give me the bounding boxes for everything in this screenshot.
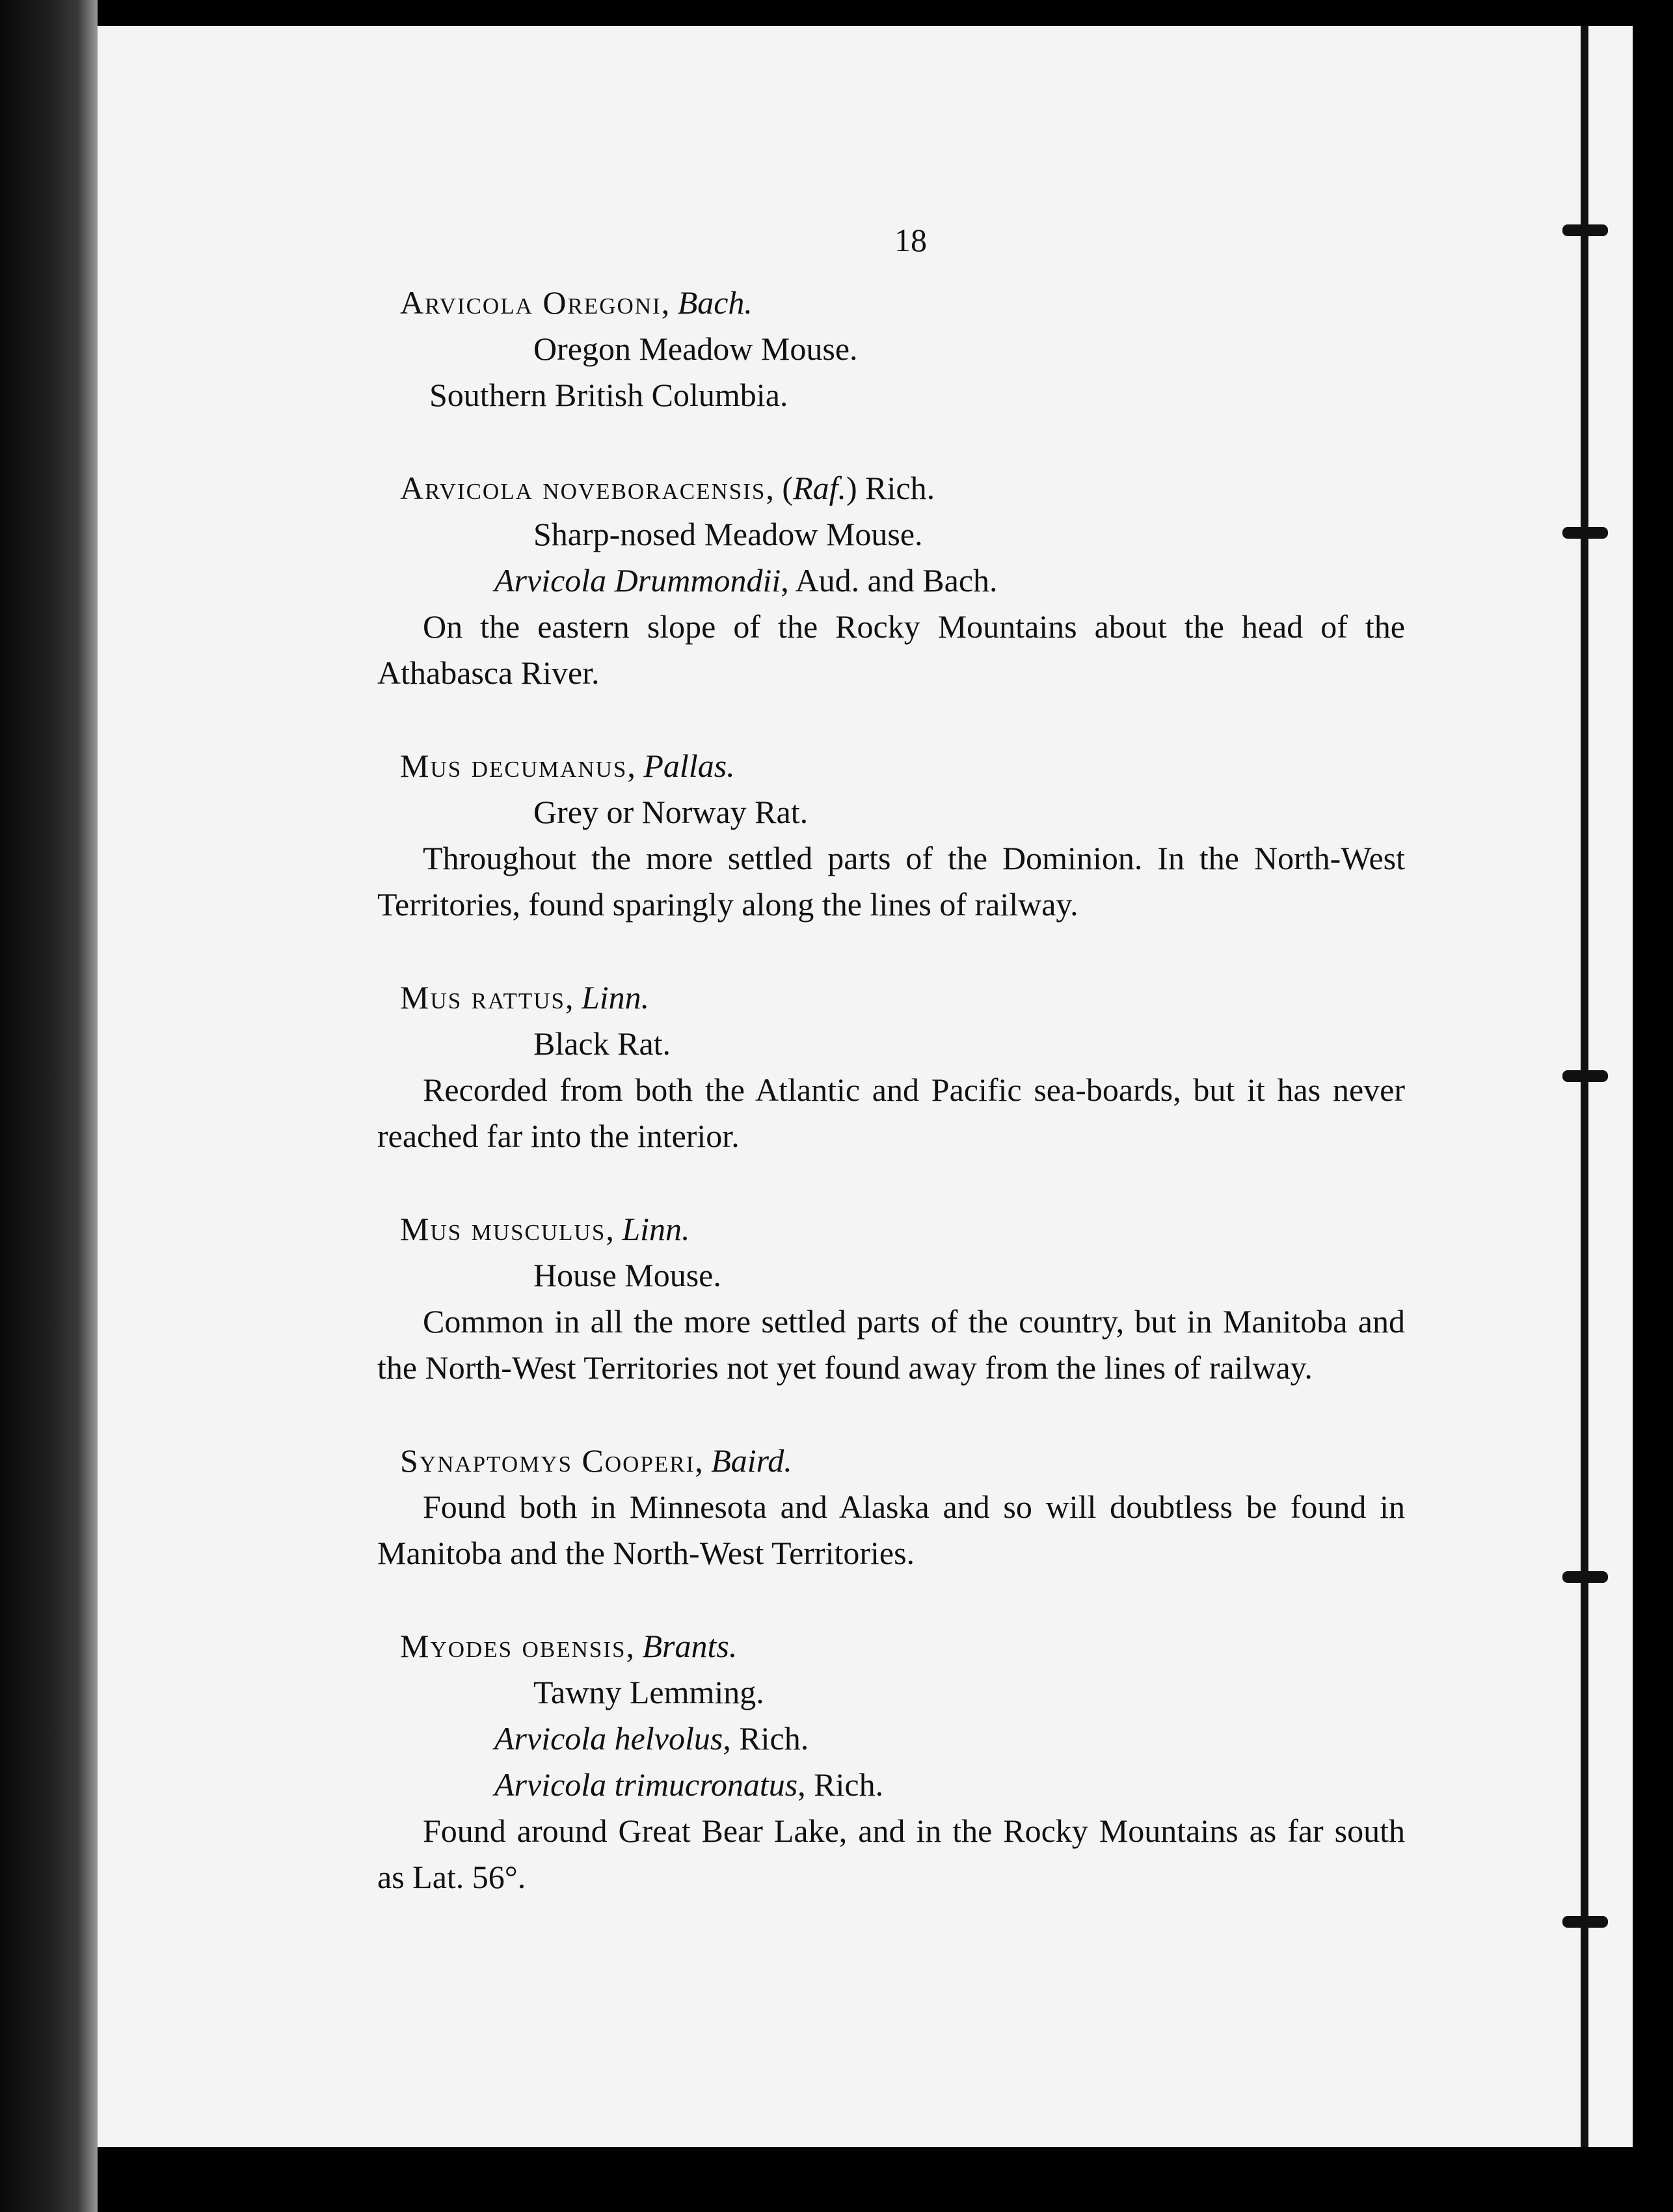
species-name: Mus rattus (400, 979, 565, 1016)
common-name: Grey or Norway Rat. (533, 794, 809, 830)
page-edge-right (1581, 26, 1588, 2147)
range-note: Found both in Minnesota and Alaska and so will doubtless be found in Manitoba and the North-West Territories. (377, 1489, 1405, 1571)
species-heading: Arvicola Oregoni, Bach. (400, 284, 753, 321)
species-heading: Myodes obensis, Brants. (400, 1628, 738, 1664)
species-name: Mus musculus (400, 1211, 606, 1247)
range-note: Recorded from both the Atlantic and Pacific sea-boards, but it has never reached far into the interior. (377, 1072, 1405, 1154)
page-edge-bottom (98, 2147, 1673, 2212)
binding-stitch (1562, 527, 1608, 539)
book-binding-left (0, 0, 104, 2212)
species-heading: Arvicola noveboracensis, (Raf.) Rich. (400, 470, 935, 506)
common-name: Black Rat. (533, 1025, 671, 1062)
species-authority: Bach. (677, 284, 753, 321)
common-name: House Mouse. (533, 1257, 721, 1293)
common-name: Tawny Lemming. (533, 1674, 764, 1710)
synonym: Arvicola Drummondii, Aud. and Bach. (494, 562, 998, 599)
range-note: On the eastern slope of the Rocky Mountains about the head of the Athabasca River. (377, 608, 1405, 691)
species-heading: Synaptomys Cooperi, Baird. (400, 1442, 792, 1479)
synonym: Arvicola trimucronatus, Rich. (494, 1766, 884, 1803)
page-number: 18 (894, 222, 927, 258)
range-note: Throughout the more settled parts of the Dominion. In the North-West Territories, found sparingly along the lines of railway. (377, 840, 1405, 923)
synonym: Arvicola helvolus, Rich. (494, 1720, 809, 1757)
species-heading: Mus musculus, Linn. (400, 1211, 690, 1247)
species-heading: Mus decumanus, Pallas. (400, 748, 735, 784)
common-name: Oregon Meadow Mouse. (533, 330, 858, 367)
binding-stitch (1562, 1916, 1608, 1928)
range-note: Southern British Columbia. (429, 377, 788, 413)
species-authority: Linn. (581, 979, 650, 1016)
species-authority: Raf. (793, 470, 846, 506)
range-note: Found around Great Bear Lake, and in the Rocky Mountains as far south as Lat. 56°. (377, 1813, 1405, 1895)
species-name: Synaptomys Cooperi (400, 1442, 695, 1479)
binding-stitch (1562, 1571, 1608, 1583)
binding-stitch (1562, 224, 1608, 236)
document-body (377, 215, 1405, 1900)
species-name: Mus decumanus (400, 748, 628, 784)
species-authority: Baird. (711, 1442, 792, 1479)
binding-stitch (1562, 1070, 1608, 1082)
species-authority: Pallas. (643, 748, 735, 784)
common-name: Sharp-nosed Meadow Mouse. (533, 516, 923, 552)
species-authority: Brants. (642, 1628, 738, 1664)
species-name: Arvicola Oregoni (400, 284, 662, 321)
species-authority: Linn. (622, 1211, 690, 1247)
species-name: Arvicola noveboracensis (400, 470, 766, 506)
range-note: Common in all the more settled parts of the country, but in Manitoba and the North-West Territories not yet found away from the lines of railway. (377, 1303, 1405, 1386)
species-heading: Mus rattus, Linn. (400, 979, 650, 1016)
species-name: Myodes obensis (400, 1628, 626, 1664)
